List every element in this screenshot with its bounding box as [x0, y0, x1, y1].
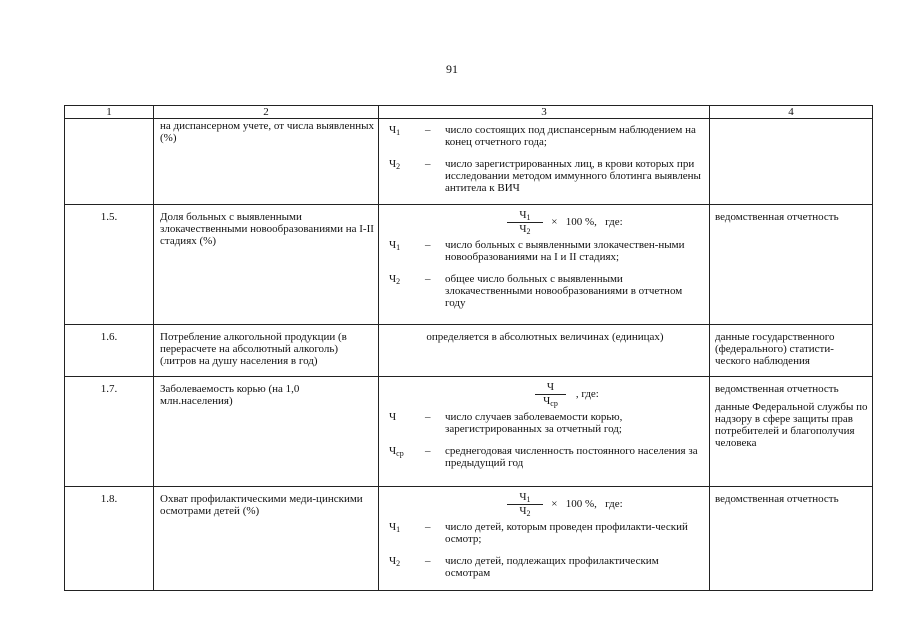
variable-symbol: Ч: [389, 521, 397, 533]
fraction-denominator: [507, 223, 542, 236]
fraction-denominator: [507, 505, 542, 518]
variable-symbol: Ч: [389, 157, 397, 170]
fraction-numerator: [507, 491, 542, 505]
variable-subscript: 2: [526, 227, 531, 236]
formula-legend-item: [387, 412, 703, 436]
column-header: 4: [710, 106, 873, 119]
variable-subscript: 1: [396, 525, 401, 534]
formula-legend-item: [387, 556, 703, 580]
indicator-name: Доля больных с выявленными злокачественными новообразованиями на I-II стадиях (%): [154, 205, 379, 325]
legend-description: число зарегистрированных лиц, в крови которых при исследовании методом иммунного блотинга выявлены антитела к ВИЧ: [445, 157, 701, 194]
variable-symbol: Ч: [389, 124, 397, 136]
formula-legend-item: [387, 522, 703, 546]
legend-symbol: [387, 159, 425, 195]
legend-dash: –: [425, 411, 431, 423]
table-row: [65, 325, 873, 377]
variable-subscript: 2: [396, 558, 401, 568]
legend-symbol: [387, 274, 425, 310]
variable-symbol: Ч: [389, 239, 397, 251]
variable-symbol: Ч: [546, 381, 555, 393]
formula: [387, 205, 703, 238]
variable-subscript: 1: [396, 243, 401, 252]
fraction: [531, 381, 570, 408]
formula: [387, 377, 703, 410]
variable-subscript: 2: [526, 509, 531, 518]
page-number: 91: [446, 62, 458, 76]
formula-legend-item: [387, 125, 703, 149]
formula-legend-item: [387, 274, 703, 310]
calculation-method: [379, 205, 710, 325]
data-source: [710, 487, 873, 591]
legend-symbol: [387, 556, 425, 580]
column-header: 1: [65, 106, 154, 119]
indicators-table: [64, 105, 873, 591]
variable-symbol: Ч: [519, 223, 527, 235]
formula-tail: × 100 %, где:: [548, 497, 623, 510]
legend-dash: –: [425, 444, 431, 457]
legend-dash: –: [425, 124, 431, 136]
table-header-row: [65, 106, 873, 119]
fraction-denominator: [531, 395, 570, 408]
formula-legend-item: [387, 159, 703, 195]
legend-description: общее число больных с выявленными злокачественными новообразованиями в отчетном году: [445, 272, 683, 309]
legend-dash: –: [425, 239, 431, 251]
legend-symbol: [387, 240, 425, 264]
formula-legend-item: [387, 446, 703, 470]
variable-subscript: 1: [526, 495, 531, 504]
variable-subscript: ср: [396, 448, 404, 458]
source-line: ведомственная отчетность: [715, 383, 839, 395]
legend-description: число состоящих под диспансерным наблюдением на конец отчетного года;: [445, 124, 696, 148]
row-number: 1.8.: [65, 487, 154, 591]
column-header: 3: [379, 106, 710, 119]
variable-subscript: 1: [526, 213, 531, 222]
variable-symbol: Ч: [519, 505, 527, 517]
table-row: [65, 119, 873, 205]
legend-symbol: [387, 125, 425, 149]
legend-dash: –: [425, 272, 431, 285]
data-source: [710, 119, 873, 205]
legend-description: среднегодовая численность постоянного населения за предыдущий год: [445, 444, 698, 469]
indicator-name: на диспансерном учете, от числа выявленных (%): [154, 119, 379, 205]
variable-subscript: 2: [396, 161, 401, 171]
source-line: ведомственная отчетность: [715, 211, 839, 223]
variable-subscript: 2: [396, 276, 401, 286]
variable-subscript: ср: [550, 399, 558, 408]
formula-tail: , где:: [575, 387, 599, 400]
calculation-method: [379, 487, 710, 591]
indicator-name: Заболеваемость корью (на 1,0 млн.населения): [154, 377, 379, 487]
table-row: [65, 377, 873, 487]
method-text: определяется в абсолютных величинах (единицах): [426, 331, 664, 343]
variable-symbol: Ч: [389, 554, 397, 567]
column-header: 2: [154, 106, 379, 119]
table-body: [65, 119, 873, 591]
source-line: данные Федеральной службы по надзору в сфере защиты прав потребителей и благополучия человека: [715, 400, 868, 449]
legend-dash: –: [425, 521, 431, 533]
legend-dash: –: [425, 157, 431, 170]
row-number: [65, 119, 154, 205]
source-line: ведомственная отчетность: [715, 493, 839, 505]
data-source: [710, 205, 873, 325]
calculation-method: [379, 325, 710, 377]
calculation-method: [379, 119, 710, 205]
legend-symbol: [387, 522, 425, 546]
legend-description: число случаев заболеваемости корью, зарегистрированных за отчетный год;: [445, 411, 623, 435]
legend-description: число детей, которым проведен профилакти-ческий осмотр;: [445, 521, 688, 545]
legend-description: число детей, подлежащих профилактическим осмотрам: [445, 554, 659, 579]
fraction: [507, 491, 542, 518]
row-number: 1.6.: [65, 325, 154, 377]
fraction-numerator: [507, 209, 542, 223]
formula-legend-item: [387, 240, 703, 264]
variable-symbol: Ч: [389, 272, 397, 285]
data-source: [710, 325, 873, 377]
data-source: [710, 377, 873, 487]
indicator-name: Охват профилактическими меди-цинскими осмотрами детей (%): [154, 487, 379, 591]
legend-description: число больных с выявленными злокачествен-ными новообразованиями на I и II стадиях;: [445, 239, 685, 263]
legend-symbol: [387, 446, 425, 470]
variable-symbol: Ч: [389, 444, 397, 457]
indicator-name: Потребление алкогольной продукции (в перерасчете на абсолютный алкоголь) (литров на душу населения в год): [154, 325, 379, 377]
table-row: [65, 487, 873, 591]
variable-symbol: Ч: [519, 491, 527, 503]
variable-symbol: Ч: [543, 395, 551, 407]
source-line: данные государственного (федерального) статисти-ческого наблюдения: [715, 331, 835, 367]
table-row: [65, 205, 873, 325]
calculation-method: [379, 377, 710, 487]
legend-dash: –: [425, 554, 431, 567]
variable-subscript: 1: [396, 128, 401, 137]
fraction-numerator: [535, 381, 566, 395]
legend-symbol: [387, 412, 425, 436]
formula: [387, 487, 703, 520]
row-number: 1.7.: [65, 377, 154, 487]
row-number: 1.5.: [65, 205, 154, 325]
variable-symbol: Ч: [389, 411, 397, 423]
formula-tail: × 100 %, где:: [548, 215, 623, 228]
variable-symbol: Ч: [519, 209, 527, 221]
fraction: [507, 209, 542, 236]
